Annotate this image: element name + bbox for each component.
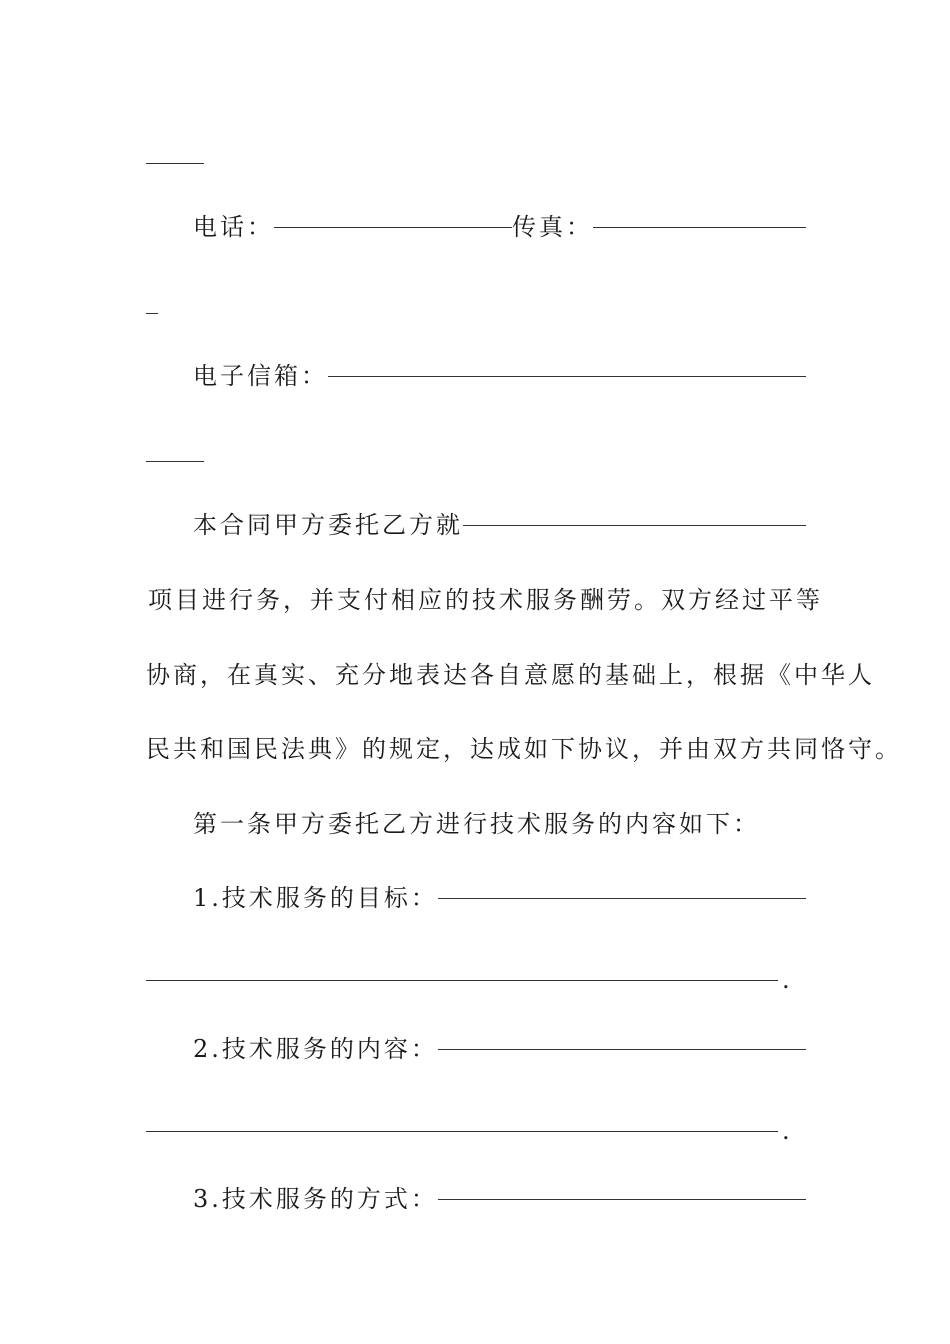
intro-line-1 (193, 505, 806, 545)
item-3-blank (438, 1198, 806, 1200)
item-3-row (193, 1179, 806, 1219)
item-2-continued (146, 1111, 806, 1151)
item-1-row (193, 878, 806, 918)
item-1-blank (438, 897, 806, 899)
intro-prefix: 本合同甲方委托乙方就 (193, 511, 463, 539)
underline (146, 312, 158, 314)
blank-line-top (146, 140, 806, 180)
item-3-label: 3.技术服务的方式： (193, 1185, 438, 1213)
article-1-heading: 第一条甲方委托乙方进行技术服务的内容如下： (193, 810, 760, 838)
item-2-row (193, 1029, 806, 1069)
phone-fax-row (193, 207, 806, 247)
email-blank (328, 375, 806, 377)
intro-line-2 (146, 580, 823, 620)
period: . (782, 966, 793, 994)
intro-line-2-text: 项目进行务，并支付相应的技术服务酬劳。双方经过平等 (148, 586, 823, 614)
fax-blank (593, 226, 806, 228)
intro-line-4: 民共和国民法典》的规定，达成如下协议，并由双方共同恪守。 (146, 735, 902, 763)
item-2-blank-continued (146, 1130, 778, 1132)
phone-label: 电话： (193, 213, 274, 241)
period: . (782, 1117, 793, 1145)
project-blank (463, 524, 806, 526)
fax-label: 传真： (512, 213, 593, 241)
underline (146, 460, 204, 462)
item-2-blank (438, 1048, 806, 1050)
underline (146, 162, 204, 164)
email-blank-continued (146, 438, 806, 478)
fax-blank-continued (146, 290, 806, 330)
email-label: 电子信箱： (193, 362, 328, 390)
email-row (193, 356, 806, 396)
item-1-blank-continued (146, 979, 778, 981)
item-2-label: 2.技术服务的内容： (193, 1035, 438, 1063)
phone-blank (274, 226, 512, 228)
item-1-continued (146, 960, 806, 1000)
intro-line-3: 协商，在真实、充分地表达各自意愿的基础上，根据《中华人 (146, 661, 875, 689)
item-1-label: 1.技术服务的目标： (193, 884, 438, 912)
